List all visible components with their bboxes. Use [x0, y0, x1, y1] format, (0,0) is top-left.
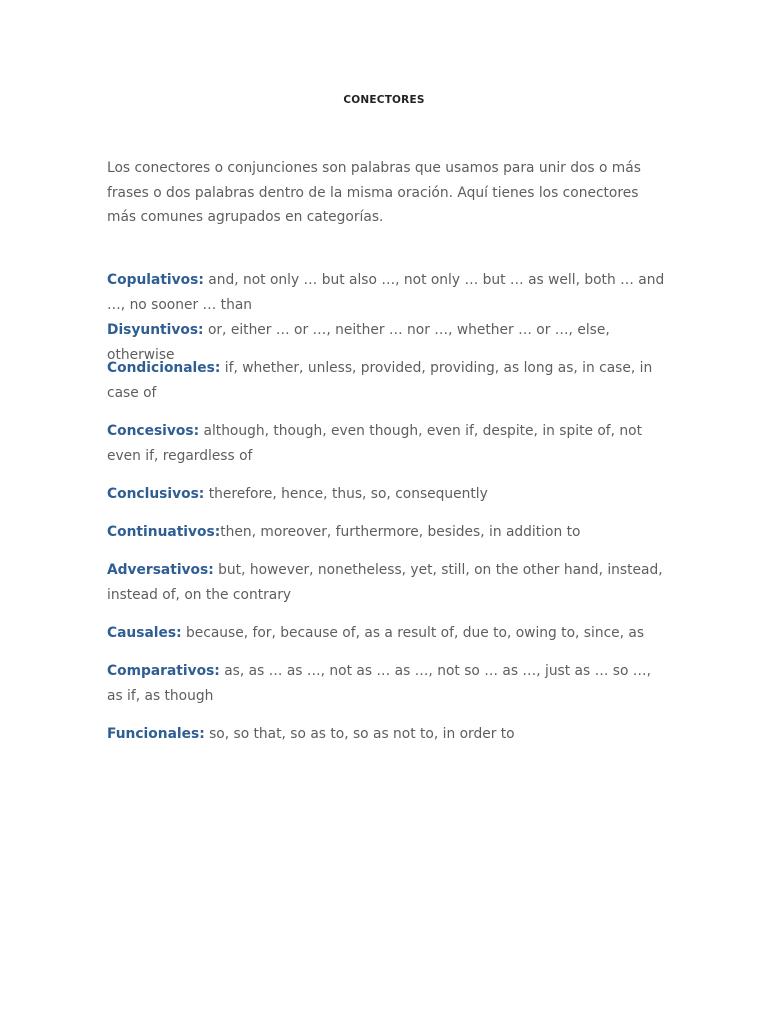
entry-label: Causales: — [107, 625, 182, 641]
entry-adversativos — [107, 558, 665, 608]
entry-label: Continuativos: — [107, 524, 221, 540]
entry-comparativos — [107, 659, 665, 709]
entry-text: because, for, because of, as a result of, due to, owing to, since, as — [181, 625, 645, 641]
entry-continuativos — [107, 520, 665, 545]
entry-text: and, not only … but also …, not only … but … as well, both … and …, no sooner … than — [107, 272, 665, 313]
entry-conclusivos — [107, 482, 665, 507]
entry-text: as, as … as …, not as … as …, not so … as …, just as … so …, as if, as though — [107, 663, 651, 704]
entry-label: Condicionales: — [107, 360, 221, 376]
entry-copulativos — [107, 268, 665, 318]
entry-text: then, moreover, furthermore, besides, in addition to — [220, 524, 581, 540]
entry-label: Adversativos: — [107, 562, 214, 578]
entry-funcionales — [107, 722, 665, 747]
intro-paragraph: Los conectores o conjunciones son palabras que usamos para unir dos o más frases o dos palabras dentro de la misma oración. Aquí tienes los conectores más comunes agrupados en categorías. — [107, 160, 641, 225]
entry-condicionales — [107, 356, 665, 406]
entry-text: but, however, nonetheless, yet, still, on the other hand, instead, instead of, on the contrary — [107, 562, 663, 603]
entry-label: Disyuntivos: — [107, 322, 204, 338]
entry-text: if, whether, unless, provided, providing, as long as, in case, in case of — [107, 360, 653, 401]
entry-label: Conclusivos: — [107, 486, 205, 502]
document-title: CONECTORES — [343, 94, 425, 106]
entry-text: so, so that, so as to, so as not to, in order to — [204, 726, 515, 742]
entry-label: Funcionales: — [107, 726, 205, 742]
entry-text: although, though, even though, even if, despite, in spite of, not even if, regardless of — [107, 423, 643, 464]
entry-label: Comparativos: — [107, 663, 220, 679]
entry-label: Concesivos: — [107, 423, 200, 439]
entry-concesivos — [107, 419, 665, 469]
entry-causales — [107, 621, 665, 646]
entry-text: or, either … or …, neither … nor …, whether … or …, else, otherwise — [107, 322, 610, 363]
entry-label: Copulativos: — [107, 272, 204, 288]
entry-text: therefore, hence, thus, so, consequently — [204, 486, 488, 502]
